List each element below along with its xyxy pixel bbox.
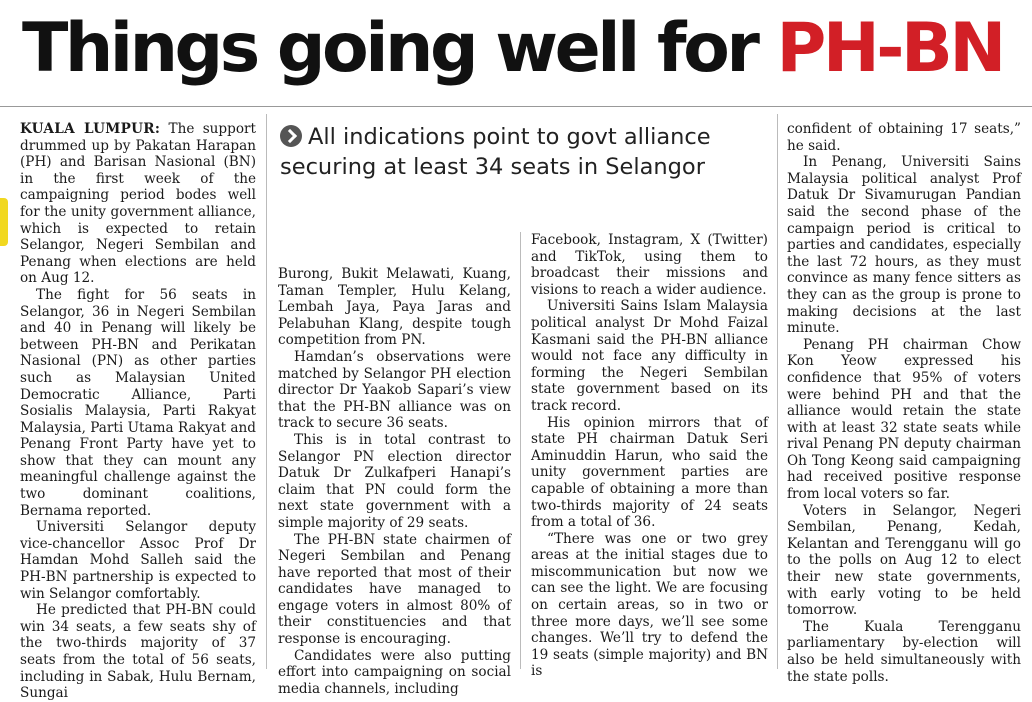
paragraph: He predicted that PH-BN could win 34 seats, a few seats shy of the two-thirds majority of 37 seats from the total of 56 seats, including in Sabak, Hulu Bernam, Sungai	[20, 602, 256, 702]
paragraph: confident of obtaining 17 seats,” he said.	[787, 121, 1021, 154]
paragraph: His opinion mirrors that of state PH chairman Datuk Seri Aminuddin Harun, who said the unity government parties are capable of obtaining a more than two-thirds majority of 24 seats from a total of 36.	[531, 414, 768, 531]
paragraph: The fight for 56 seats in Selangor, 36 in Negeri Sembilan and 40 in Penang will likely be between PH-BN and Perikatan Nasional (PN) as other parties such as Malaysian United Democratic Alliance, Parti Sosialis Malaysia, Parti Rakyat Malaysia, Parti Utama Rakyat and Penang Front Party have yet to show that they can mount any meaningful challenge against the two dominant coalitions, Bernama reported.	[20, 286, 256, 519]
article-column-4	[787, 121, 1022, 685]
paragraph: The PH-BN state chairmen of Negeri Sembilan and Penang have reported that most of their candidates have managed to engage voters in almost 80% of their constituencies and that response is encouraging.	[278, 531, 511, 648]
paragraph: Burong, Bukit Melawati, Kuang, Taman Templer, Hulu Kelang, Lembah Jaya, Paya Jaras and Pelabuhan Klang, despite tough competition from PN.	[278, 266, 511, 349]
paragraph: “There was one or two grey areas at the initial stages due to miscommunication but now we can see the light. We are focusing on certain areas, so in two or three more days, we’ll see some changes. We’ll try to defend the 19 seats (simple majority) and BN is	[531, 530, 768, 680]
paragraph: Universiti Sains Islam Malaysia political analyst Dr Mohd Faizal Kasmani said the PH-BN alliance would not face any difficulty in forming the Negeri Sembilan state government based on its track record.	[531, 298, 768, 414]
page-edge-marker	[0, 198, 8, 246]
article-column-2	[278, 266, 511, 697]
column-divider	[520, 232, 521, 669]
subheadline-text: All indications point to govt alliance securing at least 34 seats in Selangor	[280, 124, 711, 180]
headline-main: Things going well for	[22, 9, 777, 88]
subheadline	[280, 122, 768, 188]
paragraph: Penang PH chairman Chow Kon Yeow expressed his confidence that 95% of voters were behind PH and that the alliance would retain the state with at least 32 state seats while rival Penang PN deputy chairman Oh Tong Keong said campaigning had received positive response from local voters so far.	[787, 336, 1021, 503]
paragraph: Facebook, Instagram, X (Twitter) and TikTok, using them to broadcast their missions and visions to reach a wider audience.	[531, 232, 768, 298]
top-rule	[0, 106, 1032, 107]
paragraph: Voters in Selangor, Negeri Sembilan, Penang, Kedah, Kelantan and Terengganu will go to the polls on Aug 12 to elect their new state governments, with early voting to be held tomorrow.	[787, 502, 1021, 619]
paragraph	[20, 121, 256, 287]
paragraph: Universiti Selangor deputy vice-chancellor Assoc Prof Dr Hamdan Mohd Salleh said the PH-BN partnership is expected to win Selangor comfortably.	[20, 519, 256, 602]
column-divider	[777, 114, 778, 669]
paragraph: The Kuala Terengganu parliamentary by-election will also be held simultaneously with the state polls.	[787, 618, 1021, 685]
article-column-3	[531, 232, 768, 680]
paragraph: In Penang, Universiti Sains Malaysia political analyst Prof Datuk Dr Sivamurugan Pandian said the second phase of the campaign period is critical to parties and candidates, especially the last 72 hours, as they must convince as many fence sitters as they can as the group is prone to making decisions at the last minute.	[787, 154, 1022, 337]
column-divider	[266, 114, 267, 669]
chevron-right-circle-icon	[280, 125, 302, 147]
article-column-1	[20, 121, 256, 702]
headline	[22, 6, 1022, 92]
dateline: KUALA LUMPUR:	[20, 121, 161, 137]
headline-accent: PH-BN	[776, 9, 1003, 88]
paragraph-text: The support drummed up by Pakatan Harapan (PH) and Barisan Nasional (BN) in the first week of the campaigning period bodes well for the unity government alliance, which is expected to retain Selangor, Negeri Sembilan and Penang when elections are held on Aug 12.	[20, 121, 256, 287]
paragraph: Hamdan’s observations were matched by Selangor PH election director Dr Yaakob Sapari’s view that the PH-BN alliance was on track to secure 36 seats.	[278, 348, 511, 432]
paragraph: Candidates were also putting effort into campaigning on social media channels, including	[278, 647, 511, 697]
paragraph: This is in total contrast to Selangor PN election director Datuk Dr Zulkafperi Hanapi’s claim that PN could form the next state government with a simple majority of 29 seats.	[278, 431, 511, 531]
